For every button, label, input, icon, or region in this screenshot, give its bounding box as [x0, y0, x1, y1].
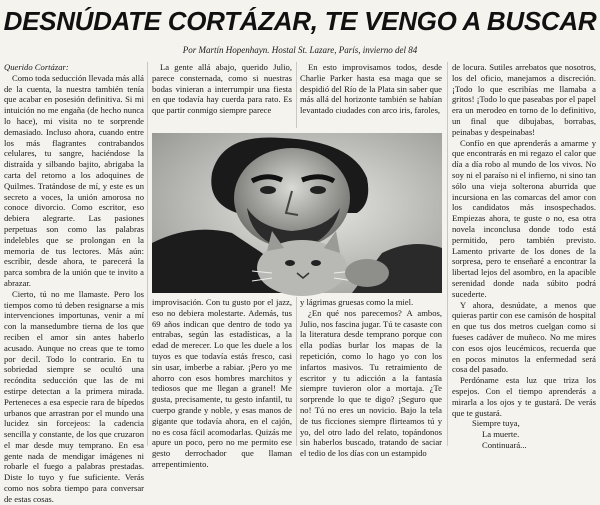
paragraph: ¿En qué nos parecemos? A ambos, Julio, nos fascina jugar. Tú te casaste con la literatura desde temprano porque con ella podías burlar los mapas de la repetición, como lo hago yo con los infartos masivos. Tu retraimiento de escritor y tu adicción a la fantasía siempre tuvieron olor a mortaja. ¿Te sorprende lo que te digo? ¡Seguro que no! Tú no eres un novicio. Bajo la tela de tus ficciones siempre flirteamos tú y yo, del otro lado del relato, topándonos sin haberlos buscado, tratando de saciar el tedio de los días con un estampido: [300, 307, 442, 459]
paragraph: improvisación. Con tu gusto por el jazz, eso no debiera molestarte. Además, tus 69 años indican que dentro de todo ya entrabas, según las estadísticas, a la edad de merecer. Lo que les duele a los tuyos es que todavía estás fresco, casi sin usar, imberbe a rabiar. ¡Pero yo me ahorro con esos hombres marchitos y tediosos que me llegan a granel! Me gusta, precisamente, tu gesto infantil, tu cuerpo grande y noble, y esas manos de gigante que todavía ahora, en el cajón, no es cosa fácil acomodarlas. Quizás me apure un poco, pero no me permito ese gesto derrochador que llaman arrepentimiento.: [152, 297, 292, 469]
continued-label: Continuará...: [482, 439, 527, 450]
signature-line: Siempre tuya,: [472, 418, 520, 429]
column-2-top: [152, 62, 292, 128]
paragraph: y lágrimas gruesas como la miel.: [300, 297, 414, 307]
column-rule: [296, 62, 297, 128]
portrait-photo: [152, 133, 442, 293]
paragraph: de locura. Sutiles arrebatos que nosotros, los del oficio, manejamos a discreción. ¡Todo lo que escribías me llamaba a gritos! ¡Todo lo que paseabas por el papel era un merodeo en torno de lo definitivo, un final que dibujabas, borrabas, peinabas y despeinabas!: [452, 62, 596, 137]
paragraph: Perdóname esta luz que triza los espejos. Con el tiempo aprenderás a mirarla a los ojos y te gustará. De verás que te gustará.: [452, 375, 596, 418]
byline: Por Martín Hopenhayn. Hostal St. Lazare, París, invierno del 84: [182, 45, 418, 55]
paragraph: Cierto, tú no me llamaste. Pero los tiempos como tú deben resignarse a mis intervenciones importunas, venir a mí con la mansedumbre tierna de los que reciben el amor sin antes haberlo acusado. Aunque no creas que te tomo por decil. Todo lo contrario. En tu sobriedad siempre se ocultó una recóndita seducción que las de mi estirpe detectan a la primera mirada. Perteneces a esa especie rara de bípedos urbanos que arrastran por el mundo una lucidez sin forcejeos: la cadencia sencilla y constante, de los que cruzaron el mar desde muy temprano. En esa gente nada de mendigar imágenes ni robarle el fuego a palabras prestadas. Diste lo tuyo y fue suficiente. Verás como nos sobra tiempo para conversar de estas cosas.: [4, 288, 144, 504]
portrait-with-cat-icon: [152, 133, 442, 293]
salutation: Querido Cortázar:: [4, 62, 69, 72]
headline: DESNÚDATE CORTÁZAR, TE VENGO A BUSCAR: [3, 6, 597, 36]
column-3-bottom: [300, 297, 442, 459]
column-2-bottom: [152, 297, 292, 469]
column-3-top: [300, 62, 442, 128]
paragraph: La gente allá abajo, querido Julio, parece consternada, como si nuestras bodas vinieran a interrumpir una fiesta en que todavía hay cuerda para rato. Es que partir conmigo siempre parece: [152, 62, 292, 116]
column-4: [452, 62, 596, 450]
column-rule: [147, 62, 148, 446]
signature-line: La muerte.: [482, 429, 520, 440]
column-rule: [296, 297, 297, 446]
paragraph: En esto improvisamos todos, desde Charlie Parker hasta esa maga que se despidió del Río de la Plata sin saber que más allá del horizonte también se habían levantado ciudades con arco iris, faroles,: [300, 62, 442, 116]
paragraph: Confío en que aprenderás a amarme y que encontrarás en mi regazo el calor que día a día robo al mundo de los vivos. No soy ni el paraíso ni el infierno, ni sino tan sólo una vieja solterona aburrida que incursiona en las comarcas del amor con los candidatos más insospechados. Empiezas ahora, te guste o no, esa otra novela inconclusa donde todo está permitido, pero también previsto. Lamento privarte de los dones de la sorpresa, pero te enseñaré a encontrar la libertad lejos del asombro, en la apacible serenidad donde nada súbito podrá sucederte.: [452, 137, 596, 299]
paragraph: Como toda seducción llevada más allá de la cuenta, la nuestra también tenía que acabar en posesión definitiva. Si mi intuición no me engaña (de hecho nunca lo hace), mi visita no te sorprende demasiado. Incluso ahora, cuando entre los más flagrantes contrabandos celulares, tu sangre, haciéndose la distraída y silbando bajito, abrigaba la carta del retorno a los adoquines de Quilmes. Tratándose de mí, y este es un secreto a voces, la unión amorosa no conoce divorcio. Como escritor, eso debiera alegrarte. Las pasiones perpetuas son como las palabras indelebles que se prolongan en la memoria de tus lectores. Más aún: escribir, desde ahora, te parecerá la parca sombra de la unión que te invito a abrazar.: [4, 72, 144, 288]
column-rule: [447, 62, 448, 446]
column-1: [4, 62, 144, 504]
paragraph: Y ahora, desnúdate, a menos que quieras partir con ese camisón de hospital en que tus dos metros cuelgan como si fueses cadáver de muñeco. No me mires con esos ojos leucémicos, recuerda que en pocos minutos la enfermedad será cosa del pasado.: [452, 299, 596, 375]
